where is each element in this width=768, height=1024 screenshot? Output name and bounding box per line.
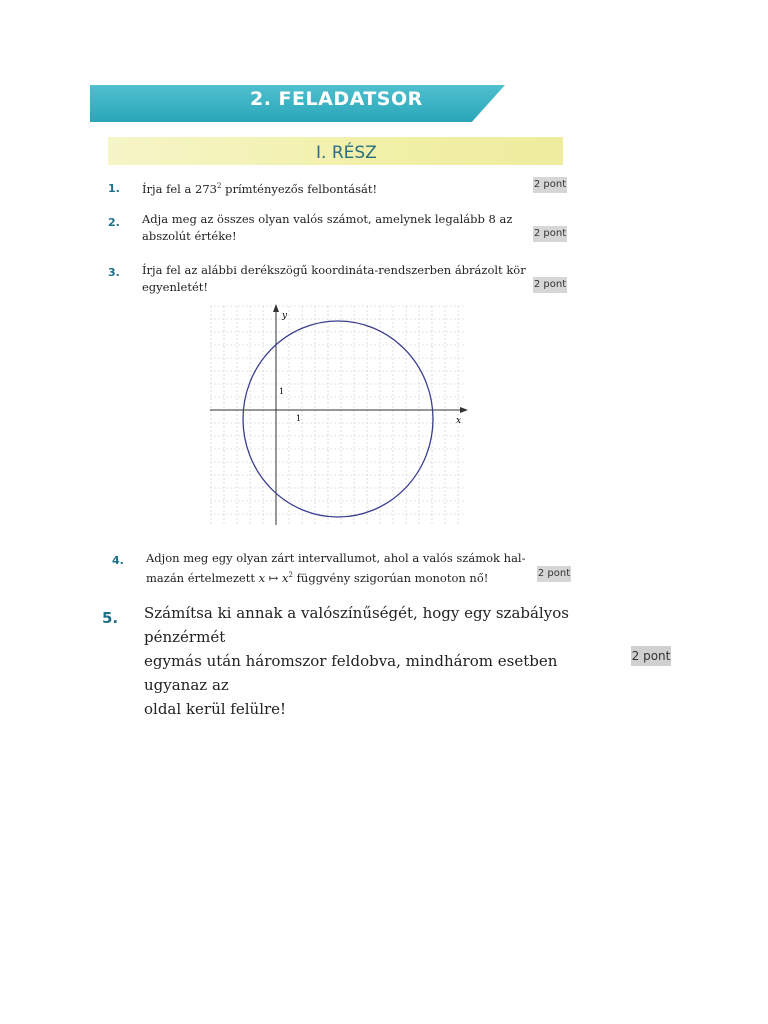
question-5-number: 5. (102, 609, 119, 627)
y-unit-label: 1 (279, 387, 285, 396)
question-3-number: 3. (108, 266, 120, 279)
worksheet-title: 2. FELADATSOR (250, 88, 423, 110)
coordinate-graph (210, 303, 470, 525)
question-4-number: 4. (112, 554, 124, 567)
y-axis-label: y (282, 311, 288, 321)
question-5-text: Számítsa ki annak a valószínűségét, hogy egy szabályos pénzérmét egymás után háromszor feldobva, mindhárom esetben ugyanaz az oldal kerül felülre! (144, 604, 569, 718)
question-3-points: 2 pont (533, 277, 567, 293)
question-2-number: 2. (108, 216, 120, 229)
x-unit-label: 1 (296, 414, 302, 423)
question-2-text: Adja meg az összes olyan valós számot, amelynek legalább 8 az abszolút értéke! (142, 212, 513, 243)
circle-curve (243, 321, 433, 517)
question-4-text: Adjon meg egy olyan zárt intervallumot, ahol a valós számok hal- mazán értelmezett x ↦ $x^2$ függvény szigorúan monoton nő! (146, 551, 526, 585)
question-3-text: Írja fel az alábbi derékszögű koordináta-rendszerben ábrázolt kör egyenletét! (142, 263, 526, 294)
question-2-points: 2 pont (533, 226, 567, 242)
x-axis-arrow-icon (460, 407, 468, 413)
question-1-text: Írja fel a $273^2$ prímtényezős felbontását! (142, 181, 378, 196)
question-4-points: 2 pont (537, 566, 571, 582)
y-axis-arrow-icon (273, 304, 279, 312)
x-axis-label: x (456, 416, 462, 426)
question-1-number: 1. (108, 182, 120, 195)
question-5-block (90, 595, 610, 718)
section-title: I. RÉSZ (316, 143, 377, 163)
question-5-points: 2 pont (631, 646, 671, 666)
worksheet-scan (90, 85, 580, 588)
question-1-points: 2 pont (533, 177, 567, 193)
